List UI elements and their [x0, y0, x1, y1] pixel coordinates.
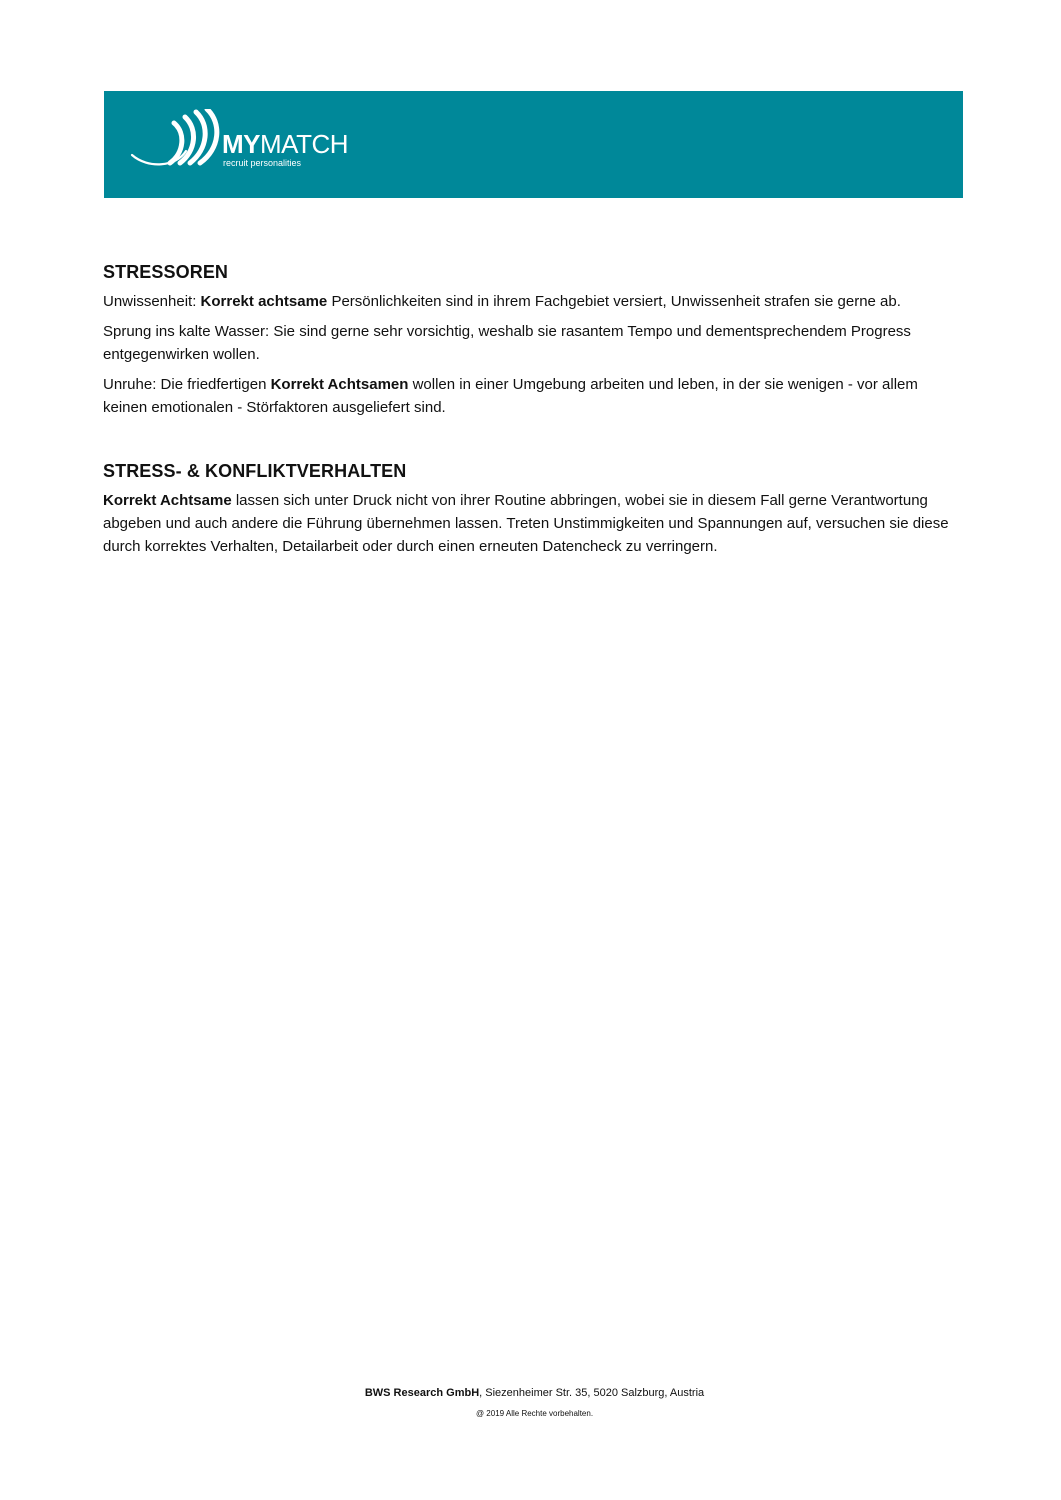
section-stress-konfliktverhalten — [103, 459, 963, 558]
swoosh-wave-logo-icon — [130, 109, 222, 175]
paragraph-text: Persönlichkeiten sind in ihrem Fachgebiet versiert, Unwissenheit strafen sie gerne ab. — [327, 293, 901, 310]
footer-address: , Siezenheimer Str. 35, 5020 Salzburg, Austria — [479, 1387, 705, 1399]
paragraph-unwissenheit — [103, 290, 963, 313]
footer-copyright: @ 2019 Alle Rechte vorbehalten. — [475, 1409, 594, 1418]
logo-wordmark-bold: MY — [222, 129, 260, 159]
paragraph-text: Sprung ins kalte Wasser: Sie sind gerne sehr vorsichtig, weshalb sie rasantem Tempo und dementsprechendem Progress entgegenwirken wollen. — [103, 323, 911, 363]
paragraph-text: Unruhe: Die friedfertigen — [103, 376, 271, 393]
paragraph-text: wollen in einer Umgebung arbeiten und leben, in der sie wenigen - vor allem keinen emotionalen - Störfaktoren ausgeliefert sind. — [103, 376, 918, 416]
header-band — [104, 91, 963, 198]
paragraph-unruhe — [103, 373, 963, 419]
section-title: STRESSOREN — [103, 262, 229, 282]
paragraph-text: lassen sich unter Druck nicht von ihrer Routine abbringen, wobei sie in diesem Fall gerne Verantwortung abgeben und auch andere die Führung übernehmen lassen. Treten Unstimmigkeiten und Spannungen auf, versuchen sie diese durch korrektes Verhalten, Detailarbeit oder durch einen erneuten Datencheck zu verringern. — [103, 492, 949, 555]
logo-tagline: recruit personalities — [223, 158, 302, 168]
paragraph-sprung — [103, 320, 963, 366]
paragraph-text: Unwissenheit: — [103, 293, 201, 310]
paragraph-bold-term: Korrekt Achtsamen — [270, 376, 409, 393]
logo-wordmark-regular: MATCH — [260, 129, 349, 159]
section-title: STRESS- & KONFLIKTVERHALTEN — [103, 461, 407, 481]
paragraph-bold-term: Korrekt achtsame — [200, 293, 328, 310]
footer-company: BWS Research GmbH — [364, 1387, 480, 1399]
paragraph-konfliktverhalten — [103, 489, 963, 558]
paragraph-bold-term: Korrekt Achtsame — [103, 492, 232, 509]
footer-address-line — [8, 1386, 1061, 1400]
logo-wordmark — [222, 131, 348, 157]
page-footer — [0, 1386, 1061, 1419]
section-stressoren — [103, 260, 963, 419]
document-content — [103, 260, 963, 565]
mymatch-logo — [130, 109, 370, 175]
